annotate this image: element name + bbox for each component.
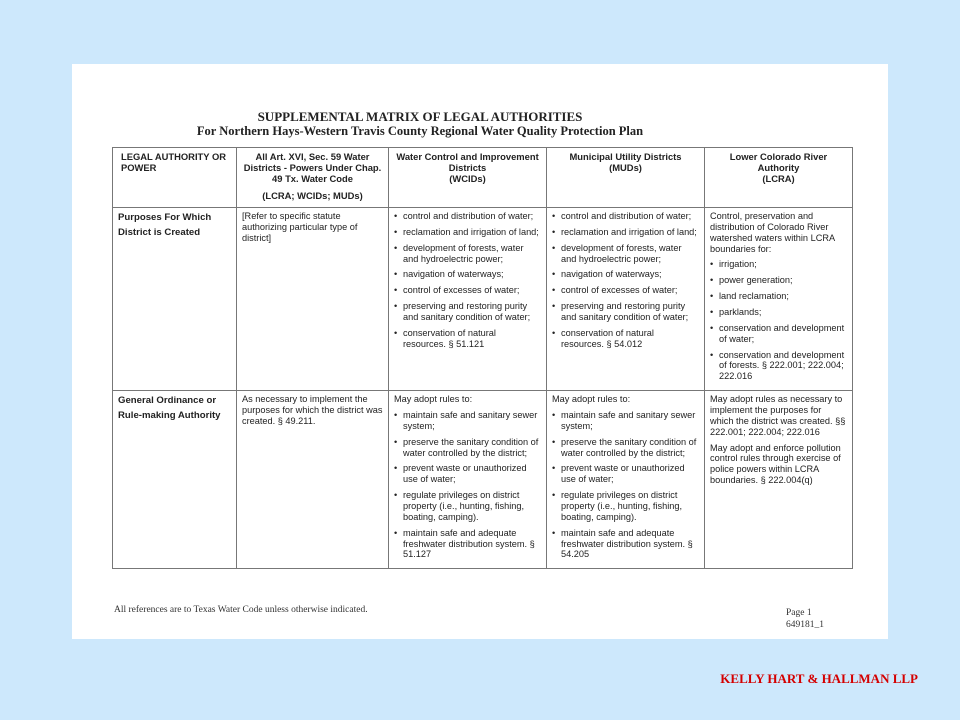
row-label-purposes: Purposes For Which District is Created: [113, 208, 237, 391]
list-item: • land reclamation;: [710, 291, 847, 302]
list-item: • maintain safe and adequate freshwater distribution system. § 51.127: [394, 528, 541, 561]
authorities-table: [112, 147, 853, 569]
list-item: • control and distribution of water;: [552, 211, 699, 222]
list-item: • development of forests, water and hydroelectric power;: [394, 243, 541, 265]
list-item: • maintain safe and sanitary sewer system;: [394, 410, 541, 432]
list-item: • conservation and development of water;: [710, 323, 847, 345]
list-item: • conservation of natural resources. § 54.012: [552, 328, 699, 350]
purposes-all-districts: [Refer to specific statute authorizing particular type of district]: [237, 208, 389, 391]
rulemaking-lcra: [705, 391, 853, 569]
header-all-districts-sub: (LCRA; WCIDs; MUDs): [262, 190, 363, 202]
lcra-rules-paragraph-2: May adopt and enforce pollution control rules through exercise of police powers within LCRA boundaries. § 222.004(q): [710, 442, 841, 486]
muds-rules-intro: May adopt rules to:: [552, 394, 631, 405]
rulemaking-muds: [547, 391, 705, 569]
header-lcra: Lower Colorado River Authority (LCRA): [705, 148, 853, 208]
doc-number: 649181_1: [786, 619, 824, 630]
list-item: • navigation of waterways;: [394, 269, 541, 280]
list-item: • control of excesses of water;: [552, 285, 699, 296]
list-item: • prevent waste or unauthorized use of water;: [552, 463, 699, 485]
header-all-districts: All Art. XVI, Sec. 59 Water Districts - Powers Under Chap. 49 Tx. Water Code (LCRA; WCIDs; MUDs): [237, 148, 389, 208]
list-item: • irrigation;: [710, 259, 847, 270]
list-item: • preserving and restoring purity and sanitary condition of water;: [394, 301, 541, 323]
list-item: • preserving and restoring purity and sanitary condition of water;: [552, 301, 699, 323]
header-legal-authority: LEGAL AUTHORITY OR POWER: [113, 148, 237, 208]
rulemaking-wcids: [389, 391, 547, 569]
list-item: • power generation;: [710, 275, 847, 286]
header-wcids: Water Control and Improvement Districts (WCIDs): [389, 148, 547, 208]
footnote: All references are to Texas Water Code unless otherwise indicated.: [114, 605, 368, 615]
lcra-purposes-intro: Control, preservation and distribution of Colorado River watershed waters within LCRA boundaries for:: [710, 211, 835, 254]
list-item: • conservation of natural resources. § 51.121: [394, 328, 541, 350]
document-page: [72, 64, 888, 639]
page-footer: [786, 608, 824, 632]
list-item: • regulate privileges on district property (i.e., hunting, fishing, boating, camping).: [394, 490, 541, 523]
table-row: [113, 208, 853, 391]
list-item: • regulate privileges on district property (i.e., hunting, fishing, boating, camping).: [552, 490, 699, 523]
wcids-rules-intro: May adopt rules to:: [394, 394, 473, 405]
header-muds-sub: (MUDs): [609, 162, 642, 174]
list-item: • prevent waste or unauthorized use of water;: [394, 463, 541, 485]
row-label-rulemaking: General Ordinance or Rule-making Authority: [113, 391, 237, 569]
list-item: • control and distribution of water;: [394, 211, 541, 222]
header-lcra-sub: (LCRA): [762, 173, 795, 185]
list-item: • maintain safe and adequate freshwater distribution system. § 54.205: [552, 528, 699, 561]
purposes-lcra: [705, 208, 853, 391]
lcra-rules-paragraph-1: May adopt rules as necessary to implement the purposes for which the district was created. §§ 222.001; 222.004; 222.016: [710, 394, 846, 437]
table-row: [113, 391, 853, 569]
table-header-row: [113, 148, 853, 208]
header-wcids-sub: (WCIDs): [449, 173, 486, 185]
list-item: • preserve the sanitary condition of water controlled by the district;: [552, 437, 699, 459]
rulemaking-all-districts: As necessary to implement the purposes for which the district was created. § 49.211.: [237, 391, 389, 569]
list-item: • reclamation and irrigation of land;: [394, 227, 541, 238]
list-item: • parklands;: [710, 307, 847, 318]
list-item: • development of forests, water and hydroelectric power;: [552, 243, 699, 265]
list-item: • navigation of waterways;: [552, 269, 699, 280]
document-title: SUPPLEMENTAL MATRIX OF LEGAL AUTHORITIES: [257, 109, 583, 124]
purposes-muds: [547, 208, 705, 391]
list-item: • reclamation and irrigation of land;: [552, 227, 699, 238]
page-number: Page 1: [786, 608, 812, 618]
list-item: • maintain safe and sanitary sewer system;: [552, 410, 699, 432]
list-item: • preserve the sanitary condition of water controlled by the district;: [394, 437, 541, 459]
purposes-wcids: [389, 208, 547, 391]
header-muds: Municipal Utility Districts (MUDs): [547, 148, 705, 208]
list-item: • control of excesses of water;: [394, 285, 541, 296]
document-subtitle: For Northern Hays-Western Travis County Regional Water Quality Protection Plan: [196, 124, 644, 138]
firm-name: KELLY HART & HALLMAN LLP: [720, 671, 918, 686]
list-item: • conservation and development of forests. § 222.001; 222.004; 222.016: [710, 350, 847, 383]
